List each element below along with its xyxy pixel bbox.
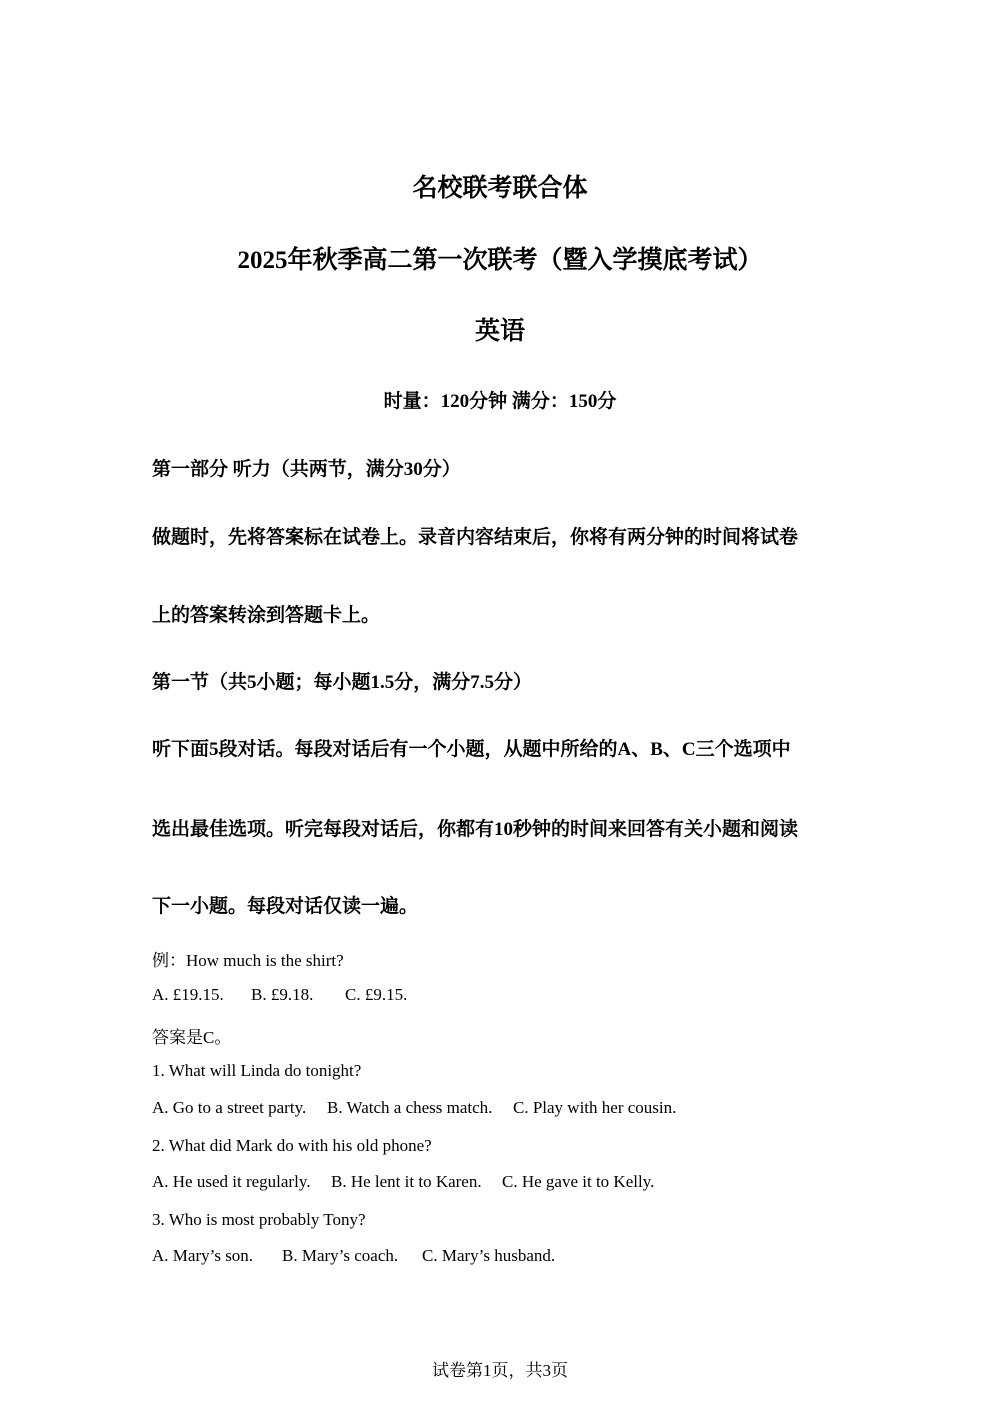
example-options	[152, 985, 407, 1005]
question-3-option-b: B. Mary’s coach.	[282, 1246, 399, 1265]
part1-instruction-line1: 做题时，先将答案标在试卷上。录音内容结束后，你将有两分钟的时间将试卷	[152, 527, 799, 548]
question-3-stem: 3. Who is most probably Tony?	[152, 1210, 366, 1229]
example-option-b: B. £9.18.	[251, 985, 314, 1004]
page-footer: 试卷第1页，共3页	[432, 1361, 568, 1380]
example-option-a: A. £19.15.	[152, 985, 224, 1004]
section1-instruction-line1: 听下面5段对话。每段对话后有一个小题，从题中所给的A、B、C三个选项中	[152, 739, 791, 760]
section1-instruction-line3: 下一小题。每段对话仅读一遍。	[152, 896, 419, 917]
question-1-option-a: A. Go to a street party.	[152, 1098, 307, 1117]
exam-title: 2025年秋季高二第一次联考（暨入学摸底考试）	[237, 247, 763, 274]
question-1-option-c: C. Play with her cousin.	[513, 1098, 677, 1117]
section1-instruction-line2: 选出最佳选项。听完每段对话后，你都有10秒钟的时间来回答有关小题和阅读	[152, 819, 799, 840]
example-question: 例：How much is the shirt?	[152, 951, 344, 970]
time-info: 时量：120分钟 满分：150分	[383, 391, 617, 412]
question-1-stem: 1. What will Linda do tonight?	[152, 1061, 362, 1080]
example-option-c: C. £9.15.	[345, 985, 408, 1004]
question-2-options	[152, 1172, 654, 1192]
subject-title: 英语	[474, 318, 525, 345]
question-3-options	[152, 1246, 555, 1266]
question-2-option-c: C. He gave it to Kelly.	[502, 1172, 655, 1191]
part1-instruction-line2: 上的答案转涂到答题卡上。	[152, 605, 381, 626]
question-1-option-b: B. Watch a chess match.	[327, 1098, 493, 1117]
org-title: 名校联考联合体	[412, 175, 588, 202]
example-answer: 答案是C。	[152, 1028, 232, 1047]
question-2-stem: 2. What did Mark do with his old phone?	[152, 1136, 432, 1155]
question-2-option-b: B. He lent it to Karen.	[331, 1172, 482, 1191]
section1-title: 第一节（共5小题；每小题1.5分，满分7.5分）	[152, 672, 533, 693]
question-1-options	[152, 1098, 676, 1118]
question-3-option-c: C. Mary’s husband.	[422, 1246, 556, 1265]
question-2-option-a: A. He used it regularly.	[152, 1172, 311, 1191]
question-3-option-a: A. Mary’s son.	[152, 1246, 254, 1265]
part1-title: 第一部分 听力（共两节，满分30分）	[152, 459, 461, 480]
